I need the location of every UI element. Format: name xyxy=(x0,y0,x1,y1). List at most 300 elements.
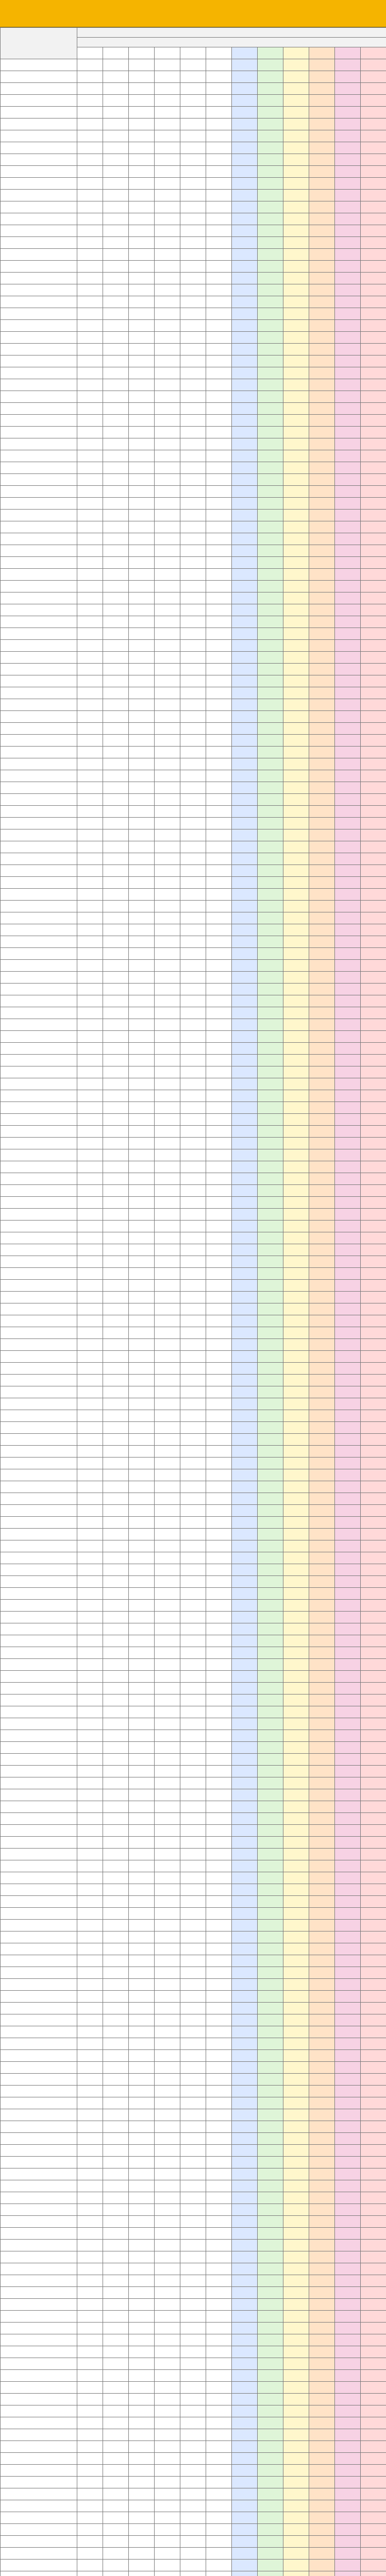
material-count-cell xyxy=(103,1351,129,1363)
material-count-cell xyxy=(103,1943,129,1955)
material-count-cell xyxy=(232,1351,258,1363)
material-count-cell xyxy=(155,1185,180,1197)
weapon-name-cell xyxy=(1,71,77,83)
material-count-cell xyxy=(335,1078,361,1090)
material-count-cell xyxy=(103,1446,129,1458)
material-count-cell xyxy=(309,557,335,569)
weapon-name-cell xyxy=(1,972,77,984)
material-count-cell xyxy=(155,853,180,865)
material-count-cell xyxy=(180,853,206,865)
weapon-name-cell xyxy=(1,1943,77,1955)
weapon-name-cell xyxy=(1,1766,77,1777)
material-count-cell xyxy=(155,569,180,581)
weapon-name-cell xyxy=(1,225,77,237)
table-row xyxy=(1,2524,386,2536)
material-count-cell xyxy=(361,1410,386,1422)
material-count-cell xyxy=(180,675,206,687)
material-count-cell xyxy=(206,2109,232,2121)
material-count-cell xyxy=(206,2571,232,2576)
material-count-cell xyxy=(206,521,232,533)
material-count-cell xyxy=(129,296,155,308)
material-count-cell xyxy=(283,320,309,332)
material-count-cell xyxy=(103,1849,129,1860)
material-count-cell xyxy=(180,1256,206,1268)
material-count-cell xyxy=(335,2405,361,2417)
material-count-cell xyxy=(361,1292,386,1303)
material-count-cell xyxy=(206,2417,232,2429)
material-count-cell xyxy=(180,1505,206,1517)
material-count-cell xyxy=(361,711,386,723)
material-count-cell xyxy=(335,1173,361,1185)
material-count-cell xyxy=(258,2358,283,2370)
table-row xyxy=(1,841,386,853)
material-count-cell xyxy=(206,1801,232,1813)
material-count-cell xyxy=(361,628,386,640)
material-count-cell xyxy=(77,2370,103,2382)
material-count-cell xyxy=(335,675,361,687)
material-count-cell xyxy=(258,332,283,344)
material-count-cell xyxy=(309,1920,335,1931)
material-count-cell xyxy=(206,818,232,829)
weapon-name-cell xyxy=(1,521,77,533)
material-count-cell xyxy=(309,142,335,154)
weapon-name-cell xyxy=(1,723,77,735)
material-count-cell xyxy=(77,1303,103,1315)
material-count-cell xyxy=(335,2145,361,2157)
material-count-cell xyxy=(361,2370,386,2382)
material-count-cell xyxy=(283,2394,309,2405)
material-count-cell xyxy=(103,2275,129,2287)
material-count-cell xyxy=(180,1126,206,1138)
material-count-cell xyxy=(206,1114,232,1126)
material-count-cell xyxy=(335,1742,361,1754)
material-count-cell xyxy=(129,2346,155,2358)
material-count-cell xyxy=(77,1090,103,1102)
material-count-cell xyxy=(129,1718,155,1730)
material-count-cell xyxy=(77,130,103,142)
material-count-cell xyxy=(309,2192,335,2204)
material-count-cell xyxy=(155,2192,180,2204)
material-count-cell xyxy=(283,723,309,735)
material-count-cell xyxy=(283,581,309,592)
material-count-cell xyxy=(335,924,361,936)
material-count-cell xyxy=(258,107,283,118)
material-count-cell xyxy=(309,2026,335,2038)
material-count-cell xyxy=(335,1908,361,1920)
material-count-cell xyxy=(103,1837,129,1849)
material-count-cell xyxy=(129,379,155,391)
table-row xyxy=(1,1552,386,1564)
material-count-cell xyxy=(129,355,155,367)
material-count-cell xyxy=(77,1884,103,1896)
material-count-cell xyxy=(129,865,155,877)
material-count-cell xyxy=(180,498,206,510)
material-count-cell xyxy=(283,865,309,877)
material-count-cell xyxy=(103,1529,129,1540)
material-count-cell xyxy=(77,841,103,853)
material-count-cell xyxy=(283,1647,309,1659)
material-count-cell xyxy=(258,806,283,818)
material-count-cell xyxy=(206,296,232,308)
weapon-name-cell xyxy=(1,237,77,249)
table-row xyxy=(1,1434,386,1446)
material-count-cell xyxy=(258,462,283,474)
material-count-cell xyxy=(103,735,129,747)
material-count-cell xyxy=(283,1564,309,1576)
material-count-cell xyxy=(361,2405,386,2417)
material-count-cell xyxy=(283,59,309,71)
material-count-cell xyxy=(206,379,232,391)
material-count-cell xyxy=(361,1931,386,1943)
table-row xyxy=(1,1078,386,1090)
material-count-cell xyxy=(335,2334,361,2346)
material-count-cell xyxy=(206,284,232,296)
material-count-cell xyxy=(180,1801,206,1813)
material-count-cell xyxy=(103,1540,129,1552)
material-count-cell xyxy=(258,178,283,190)
material-count-cell xyxy=(335,2026,361,2038)
material-count-cell xyxy=(103,1908,129,1920)
material-count-cell xyxy=(309,2358,335,2370)
material-count-cell xyxy=(361,1540,386,1552)
material-count-cell xyxy=(77,59,103,71)
material-count-cell xyxy=(335,1422,361,1434)
table-row xyxy=(1,2571,386,2576)
material-count-cell xyxy=(361,1896,386,1908)
material-count-cell xyxy=(180,2157,206,2168)
material-count-cell xyxy=(103,640,129,652)
material-count-cell xyxy=(129,201,155,213)
material-count-cell xyxy=(206,2216,232,2228)
material-count-cell xyxy=(309,2050,335,2062)
material-count-cell xyxy=(258,379,283,391)
material-count-cell xyxy=(309,2121,335,2133)
material-count-cell xyxy=(180,2192,206,2204)
material-count-cell xyxy=(361,1920,386,1931)
material-count-cell xyxy=(155,2109,180,2121)
material-count-cell xyxy=(309,794,335,806)
material-count-cell xyxy=(103,296,129,308)
material-count-cell xyxy=(309,213,335,225)
material-count-cell xyxy=(103,1825,129,1837)
material-count-cell xyxy=(361,1671,386,1683)
table-row xyxy=(1,889,386,901)
material-count-cell xyxy=(232,782,258,794)
material-count-cell xyxy=(283,2240,309,2251)
material-count-cell xyxy=(77,853,103,865)
weapon-name-cell xyxy=(1,403,77,415)
material-count-cell xyxy=(335,296,361,308)
material-count-cell xyxy=(103,1303,129,1315)
material-count-cell xyxy=(180,2086,206,2097)
material-count-cell xyxy=(258,960,283,972)
weapon-name-cell xyxy=(1,818,77,829)
material-count-cell xyxy=(361,1363,386,1375)
material-count-cell xyxy=(180,438,206,450)
material-count-cell xyxy=(335,1375,361,1386)
material-count-cell xyxy=(232,308,258,320)
material-count-cell xyxy=(180,2287,206,2299)
material-count-cell xyxy=(258,1706,283,1718)
material-count-cell xyxy=(180,1837,206,1849)
material-count-cell xyxy=(206,130,232,142)
material-count-cell xyxy=(155,1244,180,1256)
material-count-cell xyxy=(361,427,386,438)
material-count-cell xyxy=(309,284,335,296)
table-row xyxy=(1,1872,386,1884)
material-count-cell xyxy=(335,1825,361,1837)
material-count-cell xyxy=(180,2441,206,2453)
weapon-name-cell xyxy=(1,1126,77,1138)
table-row xyxy=(1,1173,386,1185)
material-count-cell xyxy=(309,2571,335,2576)
material-count-cell xyxy=(361,889,386,901)
material-count-cell xyxy=(206,2548,232,2560)
material-count-cell xyxy=(361,841,386,853)
material-count-cell xyxy=(103,794,129,806)
material-count-cell xyxy=(309,1327,335,1339)
material-count-cell xyxy=(361,1197,386,1209)
material-count-cell xyxy=(232,1410,258,1422)
material-count-cell xyxy=(77,2003,103,2014)
material-count-cell xyxy=(155,2145,180,2157)
material-count-cell xyxy=(129,1232,155,1244)
weapon-name-cell xyxy=(1,829,77,841)
material-count-cell xyxy=(335,948,361,960)
material-count-cell xyxy=(155,1540,180,1552)
material-count-cell xyxy=(361,498,386,510)
table-row xyxy=(1,1055,386,1066)
material-count-cell xyxy=(77,1055,103,1066)
material-count-cell xyxy=(232,1694,258,1706)
material-count-cell xyxy=(361,877,386,889)
material-count-cell xyxy=(283,1221,309,1232)
material-count-cell xyxy=(361,1221,386,1232)
table-row xyxy=(1,1671,386,1683)
material-count-cell xyxy=(232,687,258,699)
material-count-cell xyxy=(361,1967,386,1979)
material-count-cell xyxy=(335,1777,361,1789)
material-count-cell xyxy=(180,2097,206,2109)
material-count-cell xyxy=(232,569,258,581)
material-count-cell xyxy=(180,2548,206,2560)
material-count-cell xyxy=(283,190,309,201)
material-count-cell xyxy=(309,1718,335,1730)
material-count-cell xyxy=(283,1825,309,1837)
material-count-cell xyxy=(309,225,335,237)
material-count-cell xyxy=(103,1138,129,1149)
material-count-cell xyxy=(361,1955,386,1967)
material-count-cell xyxy=(309,1209,335,1221)
material-count-cell xyxy=(103,1517,129,1529)
material-count-cell xyxy=(77,948,103,960)
material-count-cell xyxy=(77,723,103,735)
material-count-cell xyxy=(206,498,232,510)
material-count-cell xyxy=(180,1896,206,1908)
weapon-name-cell xyxy=(1,261,77,273)
material-count-cell xyxy=(77,1718,103,1730)
material-count-cell xyxy=(77,2299,103,2311)
material-count-cell xyxy=(129,474,155,486)
material-count-cell xyxy=(258,2216,283,2228)
table-row xyxy=(1,818,386,829)
material-count-cell xyxy=(206,699,232,711)
table-row xyxy=(1,462,386,474)
material-count-cell xyxy=(155,95,180,107)
material-count-cell xyxy=(309,320,335,332)
material-count-cell xyxy=(283,747,309,758)
material-count-cell xyxy=(232,95,258,107)
table-row xyxy=(1,2417,386,2429)
material-count-cell xyxy=(155,1221,180,1232)
material-count-cell xyxy=(232,889,258,901)
material-count-cell xyxy=(155,675,180,687)
material-count-cell xyxy=(258,604,283,616)
table-row xyxy=(1,1920,386,1931)
material-count-cell xyxy=(103,1244,129,1256)
material-count-cell xyxy=(206,1943,232,1955)
material-count-cell xyxy=(129,1102,155,1114)
material-count-cell xyxy=(103,403,129,415)
material-count-cell xyxy=(77,1434,103,1446)
material-count-cell xyxy=(206,2240,232,2251)
material-count-cell xyxy=(309,1375,335,1386)
material-count-cell xyxy=(232,806,258,818)
material-count-cell xyxy=(155,1126,180,1138)
material-count-cell xyxy=(232,912,258,924)
material-count-cell xyxy=(309,1019,335,1031)
material-count-cell xyxy=(155,1967,180,1979)
material-count-cell xyxy=(103,2488,129,2500)
material-count-cell xyxy=(361,1659,386,1671)
material-count-cell xyxy=(103,1600,129,1612)
material-count-cell xyxy=(206,1600,232,1612)
table-row xyxy=(1,1849,386,1860)
table-row xyxy=(1,178,386,190)
table-row xyxy=(1,912,386,924)
material-count-cell xyxy=(129,284,155,296)
material-count-cell xyxy=(232,2311,258,2323)
material-count-cell xyxy=(232,1588,258,1600)
material-count-cell xyxy=(232,2180,258,2192)
material-count-cell xyxy=(129,1564,155,1576)
material-count-cell xyxy=(361,1623,386,1635)
weapon-name-cell xyxy=(1,889,77,901)
material-count-cell xyxy=(309,118,335,130)
weapon-name-cell xyxy=(1,344,77,355)
weapon-name-cell xyxy=(1,1386,77,1398)
material-count-cell xyxy=(180,2358,206,2370)
material-count-cell xyxy=(103,711,129,723)
material-count-cell xyxy=(206,474,232,486)
material-count-cell xyxy=(258,758,283,770)
material-count-cell xyxy=(361,510,386,521)
material-count-cell xyxy=(180,1742,206,1754)
material-count-cell xyxy=(361,2263,386,2275)
material-count-cell xyxy=(103,1458,129,1469)
table-row xyxy=(1,2358,386,2370)
weapon-name-cell xyxy=(1,1860,77,1872)
material-count-cell xyxy=(180,758,206,770)
material-count-cell xyxy=(155,1635,180,1647)
material-count-cell xyxy=(361,2334,386,2346)
weapon-name-cell xyxy=(1,59,77,71)
material-count-cell xyxy=(335,486,361,498)
weapon-name-cell xyxy=(1,1221,77,1232)
material-count-cell xyxy=(155,391,180,403)
table-row xyxy=(1,1268,386,1280)
material-count-cell xyxy=(129,2571,155,2576)
table-row xyxy=(1,2192,386,2204)
material-count-cell xyxy=(232,829,258,841)
material-count-cell xyxy=(103,699,129,711)
material-count-cell xyxy=(129,841,155,853)
material-count-cell xyxy=(309,1884,335,1896)
material-count-cell xyxy=(309,699,335,711)
weapon-name-cell xyxy=(1,284,77,296)
material-count-cell xyxy=(155,213,180,225)
material-count-cell xyxy=(77,2405,103,2417)
material-count-cell xyxy=(155,758,180,770)
material-count-cell xyxy=(129,1197,155,1209)
material-count-cell xyxy=(309,344,335,355)
material-count-cell xyxy=(361,592,386,604)
material-count-cell xyxy=(103,747,129,758)
material-count-cell xyxy=(155,794,180,806)
material-count-cell xyxy=(155,1647,180,1659)
material-count-cell xyxy=(155,2251,180,2263)
material-count-cell xyxy=(232,213,258,225)
material-count-cell xyxy=(129,581,155,592)
material-count-cell xyxy=(129,972,155,984)
material-count-cell xyxy=(361,2548,386,2560)
material-count-cell xyxy=(155,2465,180,2477)
material-count-cell xyxy=(309,2512,335,2524)
material-count-cell xyxy=(180,2168,206,2180)
material-count-cell xyxy=(232,2097,258,2109)
weapon-name-cell xyxy=(1,154,77,166)
material-count-cell xyxy=(258,1647,283,1659)
table-row xyxy=(1,1813,386,1825)
material-count-cell xyxy=(283,2145,309,2157)
material-count-cell xyxy=(335,1066,361,1078)
material-count-cell xyxy=(180,699,206,711)
material-count-cell xyxy=(180,711,206,723)
material-count-cell xyxy=(283,652,309,664)
material-count-cell xyxy=(180,284,206,296)
material-count-cell xyxy=(335,1114,361,1126)
material-count-cell xyxy=(258,142,283,154)
table-row xyxy=(1,1754,386,1766)
material-count-cell xyxy=(258,2417,283,2429)
material-count-cell xyxy=(206,391,232,403)
material-count-cell xyxy=(129,1043,155,1055)
material-count-cell xyxy=(283,2003,309,2014)
material-count-cell xyxy=(129,2204,155,2216)
material-count-cell xyxy=(206,2536,232,2548)
material-count-cell xyxy=(232,1825,258,1837)
weapon-name-cell xyxy=(1,1185,77,1197)
material-count-cell xyxy=(180,1007,206,1019)
material-count-cell xyxy=(180,2074,206,2086)
material-count-cell xyxy=(155,2299,180,2311)
material-count-cell xyxy=(258,972,283,984)
material-count-cell xyxy=(361,2050,386,2062)
material-count-cell xyxy=(361,972,386,984)
material-count-cell xyxy=(77,1268,103,1280)
material-count-cell xyxy=(258,1896,283,1908)
table-row xyxy=(1,1493,386,1505)
